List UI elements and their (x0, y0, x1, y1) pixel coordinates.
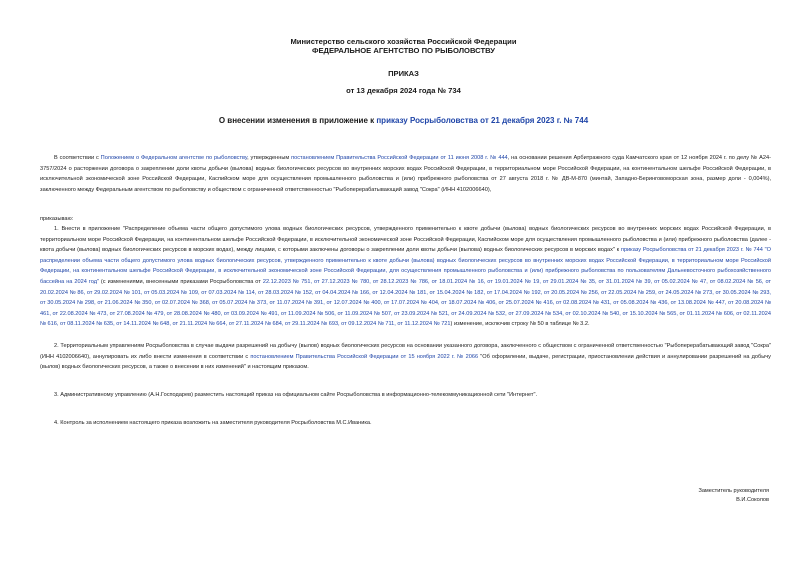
ministry-name: Министерство сельского хозяйства Российской Федерации (290, 37, 517, 46)
signature-block (698, 487, 769, 505)
item-1-text-2: (с изменениями, внесенными приказами Росрыболовства от (98, 278, 263, 285)
preamble-text-2: , утвержденным (247, 155, 292, 161)
item-2-text-2: "Об оформлении, выдаче, регистрации, приостановлении действия и аннулировании разрешений на добычу (вылов) водных биологических ресурсов, а также о внесении в них изменений" и настоящим приказом. (40, 353, 771, 371)
preamble-paragraph (40, 153, 771, 195)
prikazyvayu-label: приказываю: (40, 216, 74, 222)
item-1-text-3: ) изменение, исключив строку № 50 в таблице № 3.2. (450, 321, 590, 328)
resolution-2066-link[interactable]: постановлением Правительства Российской Федерации от 15 ноября 2022 г. № 2066 (250, 353, 479, 360)
preamble-text-3: , на основании решения Арбитражного суда Камчатского края от 12 ноября 2024 г. по делу № А24-3757/2024 о расторжении договора о закреплении доли квоты добычи (вылова) водных биологических ресурсов во внутренних морских водах Российской Федерации, в территориальном море Российской Федерации, на континентальном шельфе Российской Федерации, в исключительной экономической зоне Российской Федерации, Каспийском море для осуществления промышленного рыболовства и (или) прибрежного рыболовства от 27 августа 2018 г. № ДВ-М-870 (минтай, Западно-Беринговоморская зона, размер доли - 0,004%), заключенного между Федеральным агентством по рыболовству и обществом с ограниченной ответственностью "Рыбоперерабатывающий завод "Сокра" (ИНН 4102006640), (40, 155, 771, 193)
item-4-paragraph: 4. Контроль за исполнением настоящего приказа возложить на заместителя руководителя Росрыболовства М.С.Иваника. (54, 420, 372, 426)
government-resolution-link[interactable]: постановлением Правительства Российской Федерации от 11 июня 2008 г. № 444 (291, 155, 508, 161)
amendment-orders-links[interactable]: 22.12.2023 № 751, от 27.12.2023 № 780, от 28.12.2023 № 786, от 18.01.2024 № 16, от 19.01.2024 № 19, от 29.01.2024 № 35, от 31.01.2024 № 39, от 05.02.2024 № 47, от 08.02.2024 № 56, от 20.02.2024 № 86, от 29.02.2024 № 101, от 05.03.2024 № 109, от 07.03.2024 № 114, от 28.03.2024 № 152, от 04.04.2024 № 166, от 12.04.2024 № 181, от 15.04.2024 № 182, от 17.04.2024 № 192, от 20.05.2024 № 256, от 22.05.2024 № 259, от 24.05.2024 № 273, от 30.05.2024 № 293, от 30.05.2024 № 298, от 21.06.2024 № 350, от 02.07.2024 № 368, от 05.07.2024 № 373, от 11.07.2024 № 391, от 12.07.2024 № 400, от 17.07.2024 № 404, от 18.07.2024 № 406, от 25.07.2024 № 416, от 02.08.2024 № 431, от 05.08.2024 № 436, от 13.08.2024 № 447, от 20.08.2024 № 461, от 22.08.2024 № 473, от 27.08.2024 № 479, от 28.08.2024 № 480, от 03.09.2024 № 491, от 11.09.2024 № 506, от 11.09.2024 № 507, от 23.09.2024 № 521, от 24.09.2024 № 532, от 27.09.2024 № 534, от 02.10.2024 № 540, от 15.10.2024 № 565, от 01.11.2024 № 606, от 02.11.2024 № 616, от 08.11.2024 № 635, от 14.11.2024 № 648, от 21.11.2024 № 664, от 27.11.2024 № 684, от 29.11.2024 № 693, от 09.12.2024 № 711, от 11.12.2024 № 721 (40, 278, 771, 328)
preamble-text-1: В соответствии с (54, 155, 101, 161)
document-type: ПРИКАЗ (388, 69, 419, 78)
regulation-link[interactable]: Положением о Федеральном агентстве по рыболовству (100, 155, 248, 161)
document-title (0, 116, 807, 126)
agency-name: ФЕДЕРАЛЬНОЕ АГЕНТСТВО ПО РЫБОЛОВСТВУ (312, 46, 495, 55)
title-prefix: О внесении изменения в приложение к (218, 116, 377, 125)
item-2-text-1: 2. Территориальным управлениям Росрыболовства в случае выдачи разрешений на добычу (вылов) водных биологических ресурсов на основании указанного договора, заключенного с обществом с ограниченной ответственностью "Рыбоперерабатывающий завод "Сокра" (ИНН 4102006640), аннулировать их либо внести изменения в соответствии с (40, 343, 771, 360)
title-link[interactable]: приказу Росрыболовства от 21 декабря 2023 г. № 744 (376, 116, 589, 125)
order-744-link[interactable]: приказу Росрыболовства от 21 декабря 2023 г. № 744 "О распределении объема части общего допустимого улова водных биологических ресурсов, утвержденного применительно к квоте добычи (вылова) водных биологических ресурсов во внутренних морских водах Российской Федерации, в территориальном море Российской Федерации, на континентальном шельфе Российской Федерации, в исключительной экономической зоне Российской Федерации, для осуществления промышленного рыболовства и (или) прибрежного рыболовства по пользователям Дальневосточного рыбохозяйственного бассейна на 2024 год" (40, 247, 772, 285)
signatory-name: В.И.Соколов (736, 497, 769, 503)
item-1-text-1: 1. Внести в приложение "Распределение объема части общего допустимого улова водных биологических ресурсов, утвержденного применительно к квоте добычи (вылова) водных биологических ресурсов во внутренних морских водах Российской Федерации, в территориальном море Российской Федерации, на континентальном шельфе Российской Федерации, в исключительной экономической зоне Российской Федерации, Каспийском море для осуществления промышленного рыболовства и (или) прибрежного рыболовства (далее - квота добычи (вылова) водных биологических ресурсов в морских водах), между лицами, с которыми заключены договоры о закреплении доли квоты добычи (вылова) водных биологических ресурсов в морских водах" к (40, 226, 771, 254)
item-2-paragraph (40, 341, 771, 373)
item-3-paragraph: 3. Административному управлению (А.Н.Господарев) разместить настоящий приказ на официальном сайте Росрыболовства в информационно-телекоммуникационной сети "Интернет". (54, 392, 538, 398)
signatory-position: Заместитель руководителя (698, 488, 769, 494)
item-1-paragraph (40, 224, 771, 330)
document-date-number: от 13 декабря 2024 года № 734 (346, 86, 461, 95)
